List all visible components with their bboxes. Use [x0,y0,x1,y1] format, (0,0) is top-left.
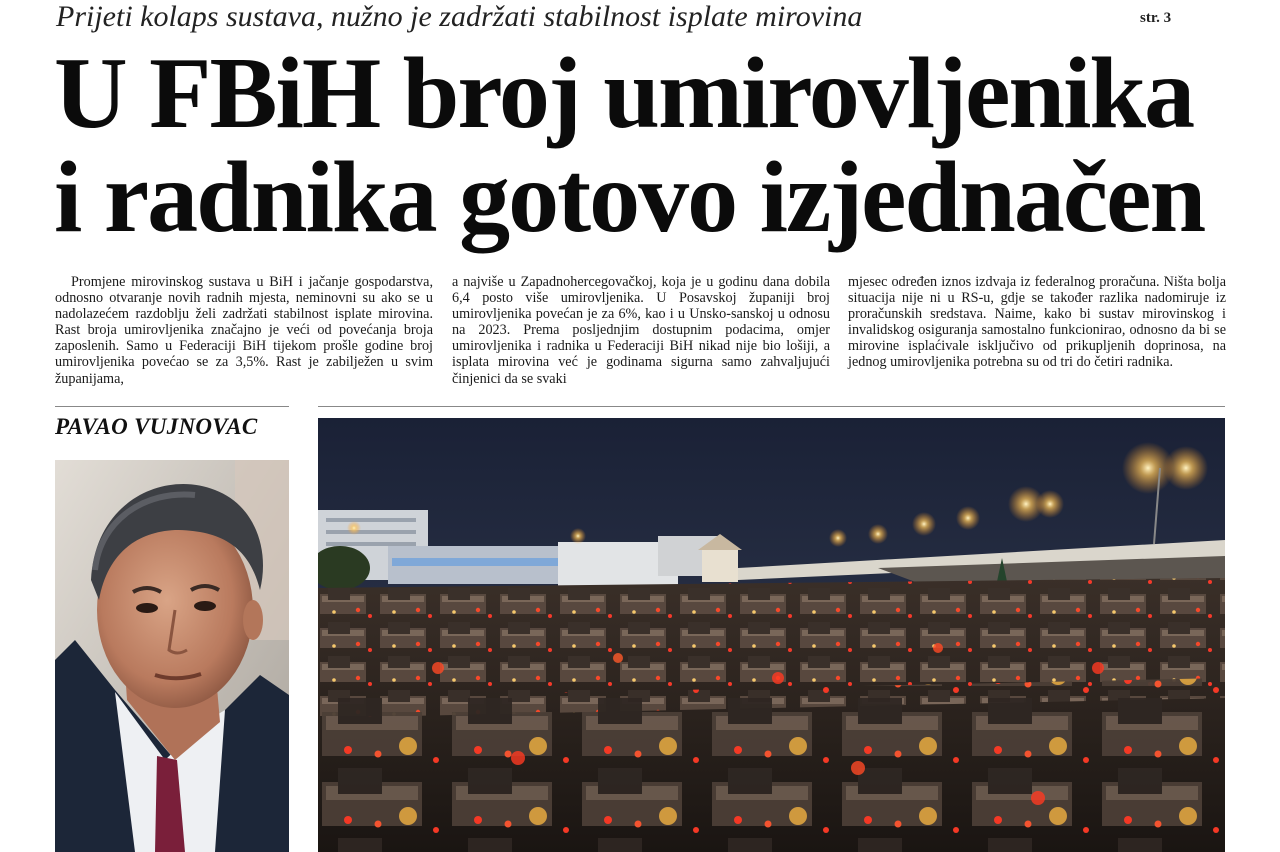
page-reference[interactable]: str. 3 [1140,10,1172,26]
headline-line-1: U FBiH broj umirovljenika [54,37,1194,150]
portrait-photo [55,460,289,852]
divider-left [55,406,289,407]
divider-right [318,406,1225,407]
lede-column-1: Promjene mirovinskog sustava u BiH i jačanje gospodarstva, odnosno otvaranje novih radnih mjesta, neminovni su ako se u nadolazećem razdoblju želi zadržati stabilnost isplate mirovina. Rast broja umirovljenika značajno je veći od povećanja broja zaposlenih. Samo u Federaciji BiH tijekom prošle godine broj umirovljenika povećao se za 3,5%. Rast je zabilježen u svim županijama, [55,274,433,387]
main-headline [54,37,1244,254]
portrait-illustration [55,460,289,852]
lede-column-3: mjesec određen iznos izdvaja iz federalnog proračuna. Ništa bolja situacija nije ni u RS-u, gdje se također razlika nadomiruje iz proračunskih sredstava. Naime, kako bi sustav mirovinskog i invalidskog osiguranja samostalno funkcionirao, odnosno da bi se mirovine isplaćivale isključivo od prikupljenih doprinosa, na jednog umirovljenika potrebna su od tri do četiri radnika. [848,274,1226,371]
cemetery-night-photo [318,418,1225,852]
author-byline: PAVAO VUJNOVAC [55,414,258,439]
lede-column-2: a najviše u Zapadnohercegovačkoj, koja je u godinu dana dobila 6,4 posto više umirovljenika. U Posavskoj županiji broj umirovljenika povećan je za 6%, kao i u Unsko-sanskoj u odnosu na 2023. Prema posljednjim dostupnim podacima, omjer umirovljenika i radnika u Federaciji BiH nikad nije bio lošiji, a isplata mirovina već je godinama sigurna samo zahvaljujući činjenici da se svaki [452,274,830,387]
kicker-subheadline: Prijeti kolaps sustava, nužno je zadržati stabilnost isplate mirovina [56,0,863,33]
cemetery-illustration [318,418,1225,852]
headline-line-2: i radnika gotovo izjednačen [54,141,1205,254]
